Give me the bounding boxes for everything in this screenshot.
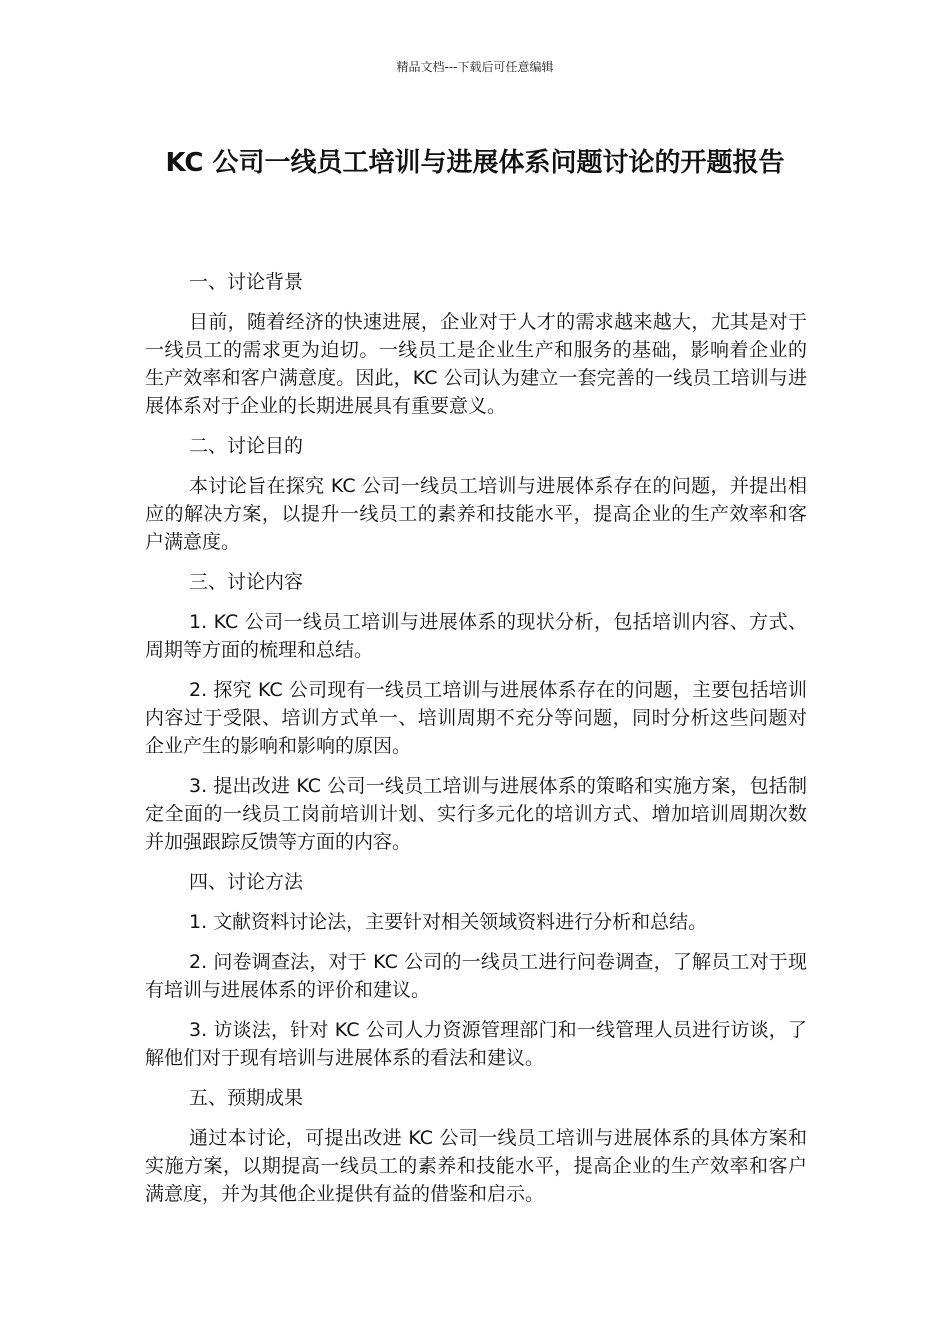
paragraph: 2. 探究 KC 公司现有一线员工培训与进展体系存在的问题，主要包括培训内容过于受限、培训方式单一、培训周期不充分等问题，同时分析这些问题对企业产生的影响和影响的原因。 bbox=[145, 679, 807, 757]
paragraph: 1. KC 公司一线员工培训与进展体系的现状分析，包括培训内容、方式、周期等方面的梳理和总结。 bbox=[145, 611, 807, 661]
document-body bbox=[145, 268, 807, 1220]
section-expected-results bbox=[145, 1084, 807, 1208]
section-content bbox=[145, 568, 807, 856]
section-heading: 四、讨论方法 bbox=[189, 871, 304, 893]
section-heading: 一、讨论背景 bbox=[189, 271, 304, 293]
section-background bbox=[145, 268, 807, 420]
paragraph: 2. 问卷调查法，对于 KC 公司的一线员工进行问卷调查，了解员工对于现有培训与进展体系的评价和建议。 bbox=[145, 951, 807, 1001]
page-header: 精品文档---下载后可任意编辑 bbox=[396, 60, 554, 74]
paragraph: 目前，随着经济的快速进展，企业对于人才的需求越来越大，尤其是对于一线员工的需求更为迫切。一线员工是企业生产和服务的基础，影响着企业的生产效率和客户满意度。因此，KC 公司认为建立一套完善的一线员工培训与进展体系对于企业的长期进展具有重要意义。 bbox=[145, 311, 807, 417]
section-methods bbox=[145, 868, 807, 1072]
paragraph: 1. 文献资料讨论法，主要针对相关领域资料进行分析和总结。 bbox=[189, 911, 708, 933]
paragraph: 通过本讨论，可提出改进 KC 公司一线员工培训与进展体系的具体方案和实施方案，以期提高一线员工的素养和技能水平，提高企业的生产效率和客户满意度，并为其他企业提供有益的借鉴和启示。 bbox=[145, 1127, 807, 1205]
paragraph: 3. 提出改进 KC 公司一线员工培训与进展体系的策略和实施方案，包括制定全面的一线员工岗前培训计划、实行多元化的培训方式、增加培训周期次数并加强跟踪反馈等方面的内容。 bbox=[145, 775, 807, 853]
document-title: KC 公司一线员工培训与进展体系问题讨论的开题报告 bbox=[165, 148, 785, 178]
section-purpose bbox=[145, 432, 807, 556]
paragraph: 本讨论旨在探究 KC 公司一线员工培训与进展体系存在的问题，并提出相应的解决方案，以提升一线员工的素养和技能水平，提高企业的生产效率和客户满意度。 bbox=[145, 475, 807, 553]
section-heading: 三、讨论内容 bbox=[189, 571, 304, 593]
section-heading: 五、预期成果 bbox=[189, 1087, 304, 1109]
section-heading: 二、讨论目的 bbox=[189, 435, 304, 457]
paragraph: 3. 访谈法，针对 KC 公司人力资源管理部门和一线管理人员进行访谈，了解他们对于现有培训与进展体系的看法和建议。 bbox=[145, 1019, 807, 1069]
